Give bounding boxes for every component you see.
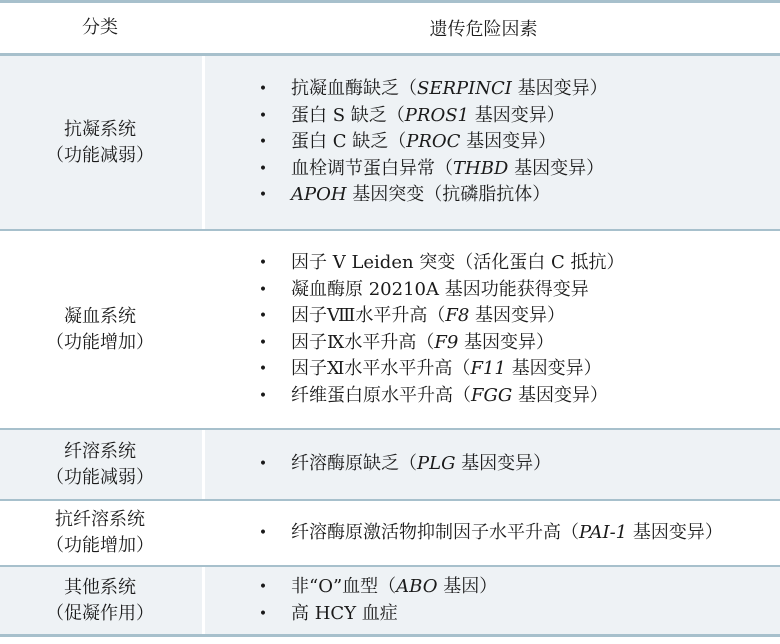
table-row <box>0 430 780 499</box>
list-item: • 蛋白 C 缺乏（PROC 基因变异） <box>258 131 557 153</box>
list-item: • APOH 基因突变（抗磷脂抗体） <box>258 184 551 206</box>
list-item: • 血栓调节蛋白异常（THBD 基因变异） <box>258 157 605 179</box>
list-item: • 纤溶酶原缺乏（PLG 基因变异） <box>258 453 552 475</box>
risk-factor-list <box>207 250 780 409</box>
list-item: • 纤维蛋白原水平升高（FGG 基因变异） <box>258 384 608 406</box>
table-header-row <box>0 3 780 53</box>
header-category: 分类 <box>82 17 118 38</box>
risk-factor-list <box>207 574 780 627</box>
list-item: • 凝血酶原 20210A 基因功能获得变异 <box>258 278 589 300</box>
risk-factor-list <box>207 451 780 478</box>
header-factors: 遗传危险因素 <box>429 19 538 40</box>
row-category: 纤溶系统 （功能减弱） <box>46 440 154 488</box>
list-item: • 因子 V Leiden 突变（活化蛋白 C 抵抗） <box>258 252 625 273</box>
list-item: • 纤溶酶原激活物抑制因子水平升高（PAI-1 基因变异） <box>258 521 723 543</box>
list-item: • 因子Ⅸ水平升高（F9 基因变异） <box>258 331 555 353</box>
list-item: • 非“O”血型（ABO 基因） <box>258 576 498 597</box>
row-category: 抗纤溶系统 （功能增加） <box>46 509 154 556</box>
risk-factor-list <box>207 76 780 209</box>
table-row <box>0 567 780 634</box>
list-item: • 因子Ⅷ水平升高（F8 基因变异） <box>258 305 566 326</box>
list-item: • 高 HCY 血症 <box>258 602 398 624</box>
table-bottom-rule <box>0 634 780 637</box>
table-row <box>0 501 780 565</box>
list-item: • 蛋白 S 缺乏（PROS1 基因变异） <box>258 104 565 126</box>
table-row <box>0 56 780 229</box>
risk-factor-list <box>207 520 780 547</box>
list-item: • 因子Ⅺ水平水平升高（F11 基因变异） <box>258 358 602 379</box>
table-row <box>0 231 780 428</box>
list-item: • 抗凝血酶缺乏（SERPINCI 基因变异） <box>258 78 608 100</box>
row-category: 其他系统 （促凝作用） <box>46 576 154 624</box>
row-category: 抗凝系统 （功能减弱） <box>46 118 154 166</box>
row-category: 凝血系统 （功能增加） <box>46 305 154 353</box>
